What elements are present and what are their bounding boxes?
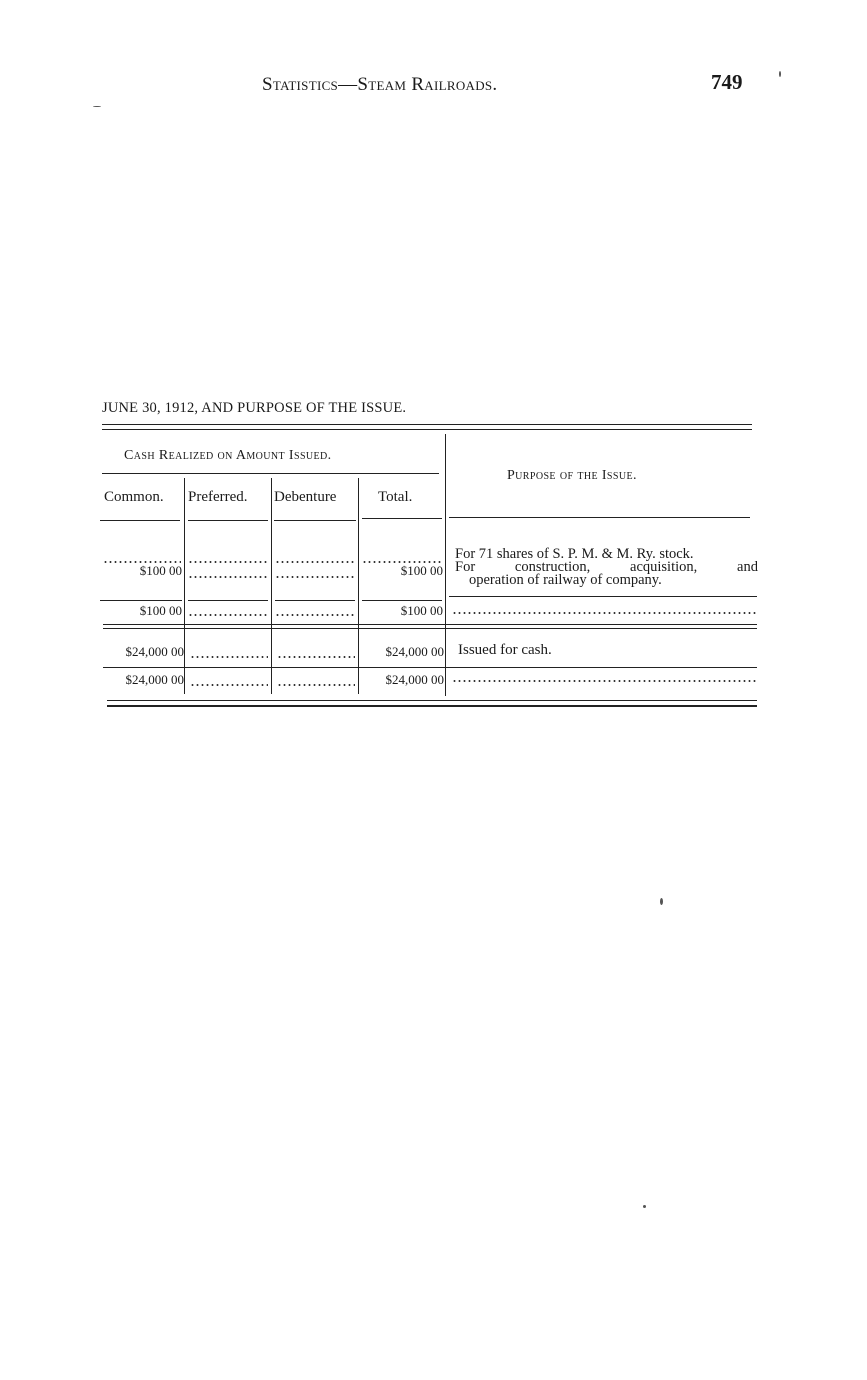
row-3-total: $24,000 00 bbox=[385, 644, 444, 659]
leader-dots bbox=[275, 576, 355, 578]
group-header-rule bbox=[102, 473, 439, 474]
row-2-common: $100 00 bbox=[139, 603, 182, 618]
table-top-rule bbox=[102, 424, 752, 425]
table-caption: JUNE 30, 1912, AND PURPOSE OF THE ISSUE. bbox=[102, 400, 407, 416]
column-divider bbox=[184, 478, 185, 694]
row-4-total: $24,000 00 bbox=[385, 672, 444, 687]
table-bottom-rule bbox=[107, 705, 757, 707]
running-head: Statistics—Steam Railroads. bbox=[262, 74, 498, 95]
row-1-total: $100 00 bbox=[400, 563, 443, 578]
row-1-purpose-line-2: For construction, acquisition, and bbox=[455, 559, 758, 575]
leader-dots bbox=[188, 614, 268, 616]
column-header-debenture: Debenture bbox=[274, 489, 337, 505]
scan-speck bbox=[779, 71, 781, 77]
header-rule bbox=[274, 520, 356, 521]
column-header-preferred: Preferred. bbox=[188, 489, 248, 505]
row-rule bbox=[100, 600, 182, 601]
leader-dots bbox=[188, 561, 268, 563]
row-4-common: $24,000 00 bbox=[125, 672, 184, 687]
leader-dots bbox=[452, 612, 756, 614]
double-rule bbox=[103, 624, 757, 625]
column-divider bbox=[358, 478, 359, 694]
leader-dots bbox=[275, 561, 355, 563]
row-rule bbox=[362, 600, 442, 601]
header-rule bbox=[100, 520, 180, 521]
row-2-total: $100 00 bbox=[400, 603, 443, 618]
scan-speck bbox=[660, 898, 663, 905]
row-1-purpose-line-3: operation of railway of company. bbox=[469, 572, 662, 588]
scan-speck bbox=[93, 106, 101, 107]
double-rule bbox=[103, 628, 757, 629]
leader-dots bbox=[275, 614, 355, 616]
row-1-purpose-line-1: For 71 shares of S. P. M. & M. Ry. stock. bbox=[455, 546, 694, 562]
header-rule bbox=[188, 520, 268, 521]
table-top-rule bbox=[102, 429, 752, 430]
page-number: 749 bbox=[711, 70, 743, 94]
row-rule bbox=[275, 600, 355, 601]
leader-dots bbox=[452, 680, 757, 682]
purpose-header: Purpose of the Issue. bbox=[507, 468, 637, 483]
leader-dots bbox=[277, 684, 355, 686]
row-rule bbox=[103, 667, 757, 668]
leader-dots bbox=[277, 656, 355, 658]
column-divider bbox=[445, 434, 446, 696]
group-header: Cash Realized on Amount Issued. bbox=[124, 448, 332, 463]
leader-dots bbox=[190, 684, 268, 686]
row-3-common: $24,000 00 bbox=[125, 644, 184, 659]
column-divider bbox=[271, 478, 272, 694]
header-rule bbox=[362, 518, 442, 519]
leader-dots bbox=[188, 576, 268, 578]
header-rule bbox=[449, 517, 750, 518]
row-3-purpose: Issued for cash. bbox=[458, 642, 552, 658]
leader-dots bbox=[190, 656, 268, 658]
row-rule bbox=[449, 596, 757, 597]
scan-speck bbox=[643, 1205, 646, 1208]
column-header-total: Total. bbox=[378, 489, 413, 505]
column-header-common: Common. bbox=[104, 489, 164, 505]
row-1-common: $100 00 bbox=[139, 563, 182, 578]
table-bottom-rule bbox=[107, 700, 757, 701]
row-rule bbox=[188, 600, 268, 601]
